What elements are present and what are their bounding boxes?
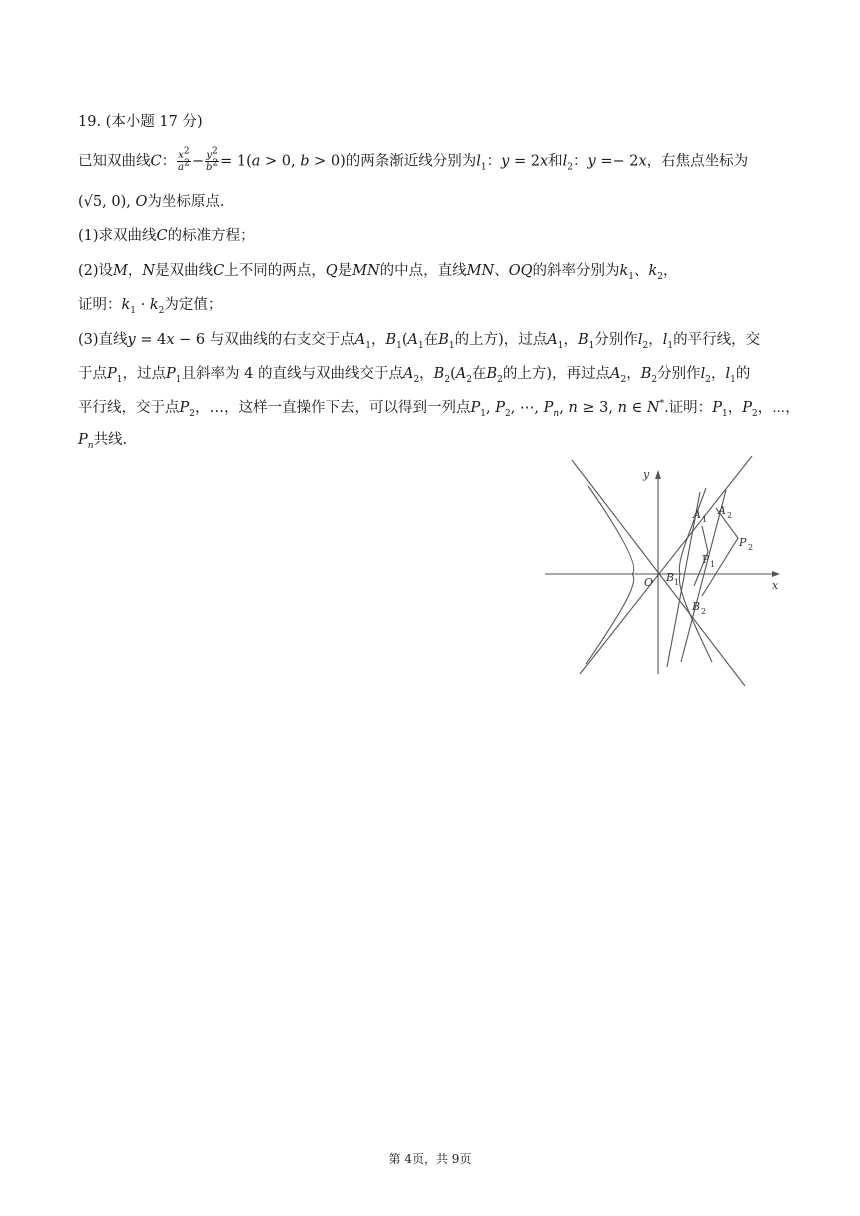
label-P1: P (702, 553, 710, 566)
label-P2-sub: 2 (748, 543, 754, 552)
problem-header: 19. (本小题 17 分) (78, 114, 203, 130)
label-x: x (772, 579, 779, 592)
label-A2: A (718, 504, 726, 517)
question-1: (1)求双曲线C的标准方程； (78, 228, 255, 244)
question-3-line-2: 于点$P_1$，过点$P_1$且斜率为 4 的直线与双曲线交于点$A_2$，$B_2(A_2$在$B_2$的上方)，再过点$A_2$，$B_2$分别作$l_2$，$l_1$的 (78, 366, 751, 385)
label-P2: P (739, 536, 747, 549)
y-arrow (655, 470, 661, 479)
label-P1-sub: 1 (710, 560, 716, 569)
label-A2-sub: 2 (727, 511, 733, 520)
left-branch (586, 486, 634, 664)
label-O: O (644, 576, 654, 589)
question-2-proof: 证明：$k_1 \cdot k_2$为定值； (78, 297, 223, 316)
hyperbola-figure (540, 452, 790, 692)
x-arrow (772, 571, 780, 577)
label-B1-sub: 1 (674, 578, 680, 587)
question-2: (2)设M，N是双曲线C上不同的两点，Q是MN的中点，直线MN、OQ的斜率分别为$k_1$、$k_2$， (78, 263, 678, 282)
question-3-line-4: $P_n$共线. (78, 432, 128, 451)
parallel-p2 (702, 508, 738, 596)
page-footer: 第 4页，共 9页 (388, 1152, 472, 1166)
problem-line-1: 已知双曲线C： $\frac{x^2}{a^2}$ − $\frac{y^2}{b^2}$ = 1(a > 0, b > 0)的两条渐近线分别为$l_1$：y = 2x和$l_2$：y =− 2x，右焦点坐标为 (78, 146, 749, 173)
question-3-line-1: (3)直线y = 4x − 6 与双曲线的右支交于点$A_1$，$B_1(A_1$在$B_1$的上方)，过点$A_1$，$B_1$分别作$l_2$，$l_1$的平行线，交 (78, 332, 761, 351)
label-A1: A (693, 508, 701, 521)
label-B2-sub: 2 (701, 607, 707, 616)
label-y: y (643, 468, 650, 481)
label-B1: B (666, 571, 675, 584)
problem-line-2: (√5, 0), O为坐标原点. (78, 194, 225, 210)
label-B2: B (692, 600, 701, 613)
question-3-line-3: 平行线，交于点$P_2$，…，这样一直操作下去，可以得到一列点$P_1$, $P_2$, ⋯, $P_n$, n ≥ 3, n ∈ N*.证明：$P_1$，$P_2$，⋯， (78, 399, 800, 419)
label-A1-sub: 1 (702, 515, 708, 524)
asymptote-l2 (580, 456, 752, 674)
